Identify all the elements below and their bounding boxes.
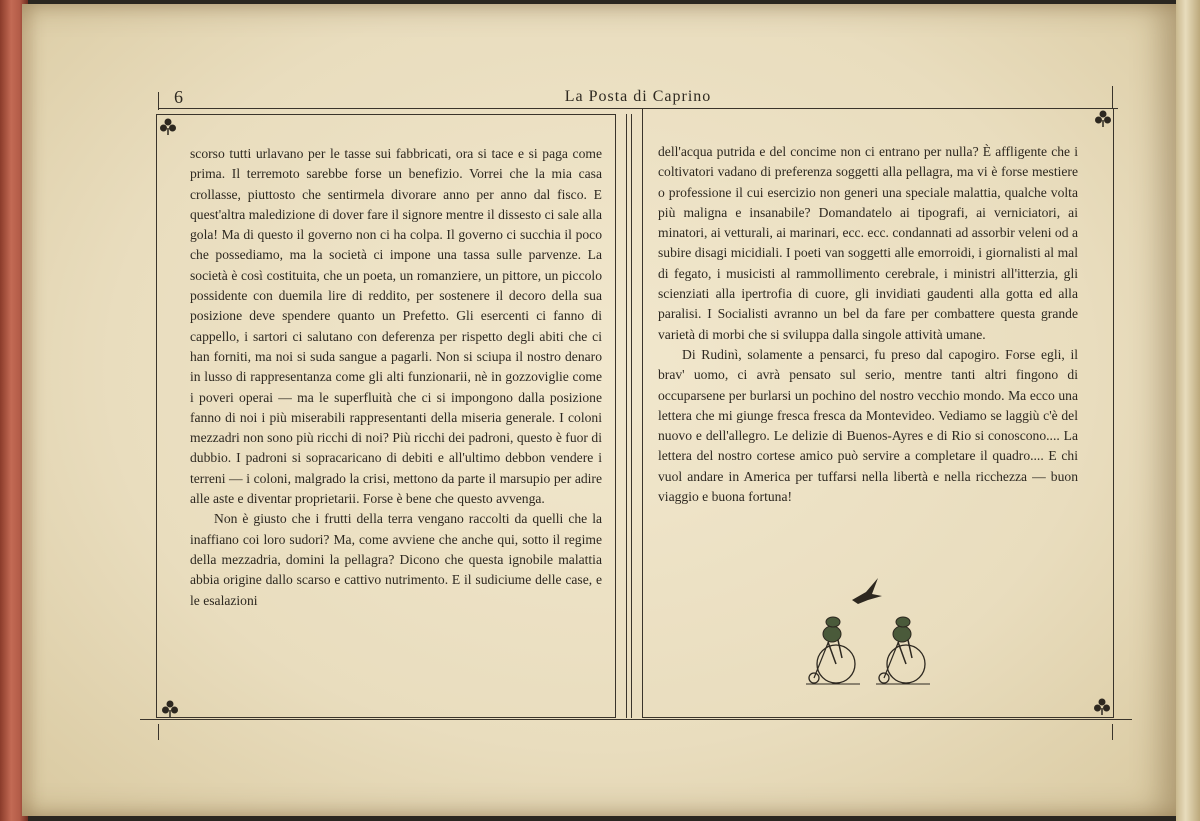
right-column	[658, 142, 1078, 507]
page-header	[158, 86, 1118, 109]
page-number: 6	[174, 87, 183, 107]
header-right-tick	[1112, 86, 1113, 108]
right-paragraph-2: Di Rudinì, solamente a pensarci, fu preso dal capogiro. Forse egli, il brav' uomo, ci avrà pensato sul serio, mentre tanti altri fingono di occuparsene per burlarsi un pochino del nostro vecchio mondo. Ma ecco una lettera che mi giunge fresca fresca da Montevideo. Vediamo se laggiù c'è del nuovo e dell'allegro. Le delizie di Buenos-Ayres e di Rio si conoscono.... La lettera del nostro cortese amico può servire a completare il quadro.... E chi vuol andare in America per tuffarsi nella libertà e nella ricchezza — buon viaggio e buona fortuna!	[658, 346, 1078, 505]
trefoil-ornament-icon	[160, 698, 180, 718]
left-paragraph-2: Non è giusto che i frutti della terra vengano raccolti da quelli che la inaffiano coi loro sudori? Ma, come avviene che anche qui, sotto il regime della mezzadria, domini la pellagra? Dicono che questa ignobile malattia abbia origine dallo scarso e cattivo nutrimento. E il sudiciume delle case, e le esalazioni	[190, 511, 602, 608]
left-column	[190, 144, 602, 611]
frog-cyclist-icon	[876, 617, 930, 684]
trefoil-ornament-icon	[158, 116, 178, 136]
frog-cyclist-icon	[806, 617, 860, 684]
column-divider-right	[631, 114, 632, 718]
column-divider-left	[626, 114, 627, 718]
header-left-tick	[158, 92, 159, 110]
right-paragraph-1: dell'acqua putrida e del concime non ci entrano per nulla? È affligente che i coltivatori vadano di preferenza soggetti alla pellagra, ma vi è forse mestiere o professione il cui esercizio non generi una speciale malattia, qualche volta più maligna e insanabile? Domandatelo ai tipografi, ai verniciatori, ai minatori, ai vetturali, ai marinari, ecc. ecc. condannati ad assorbir veleni od a subire disagi micidiali. I poeti van soggetti alle emorroidi, i giornalisti al mal di fegato, i musicisti al rammollimento cerebrale, i ministri all'itterzia, gli scienziati alla ipertrofia di cuore, gli invidiati gaudenti alla gotta ed alla paralisi. I Socialisti avranno un bel da fare per combattere questa grande varietà di morbi che si sviluppa dalla singole attività umane.	[658, 144, 1078, 342]
trefoil-ornament-icon	[1093, 108, 1113, 128]
bottom-rule	[140, 719, 1132, 720]
footer-right-tick	[1112, 724, 1113, 740]
left-paragraph-1: scorso tutti urlavano per le tasse sui fabbricati, ora si tace e si paga come prima. Il terremoto sarebbe forse un benefizio. Vorrei che la mia casa crollasse, piuttosto che sentirmela divorare anno per anno dal fisco. E quest'altra maledizione di dover fare il signore mentre il dissesto ci sale alla gola! Ma di questo il governo non ci ha colpa. Il governo ci succhia il poco che possediamo, ma la società ci impone una tassa sulle parvenze. La società è così costituita, che un poeta, un romanziere, un pittore, un piccolo possidente con duemila lire di reddito, per sostenere il decoro della sua posizione deve spendere quanto un Prefetto. Gli esercenti ci fanno di cappello, i sartori ci salutano con deferenza per rispetto degli abiti che ci han forniti, ma noi si suda sangue a pagarli. Non si sciupa il nostro denaro in lusso di rappresentanza come gli alti funzionarii, nè in gozzoviglie come i poveri operai — ma le superfluità che ci si impongono dalla posizione fanno di noi i più miserabili rappresentanti della miseria generale. I coloni mezzadri non sono più ricchi di noi? Più ricchi dei padroni, questo è fuor di dubbio. I padroni si sopracaricano di debiti e all'ultimo debbon vendere i terreni — i coloni, malgrado la crisi, mettono da parte il marsupio per adire alle aste e diventar proprietarii. Forse è bene che questo avvenga.	[190, 146, 602, 507]
footer-left-tick	[158, 724, 159, 740]
bird-icon	[852, 578, 882, 604]
trefoil-ornament-icon	[1092, 696, 1112, 716]
frogs-on-bicycles-illustration	[800, 574, 940, 690]
page-title: La Posta di Caprino	[564, 88, 712, 105]
page-edge	[1176, 0, 1200, 821]
